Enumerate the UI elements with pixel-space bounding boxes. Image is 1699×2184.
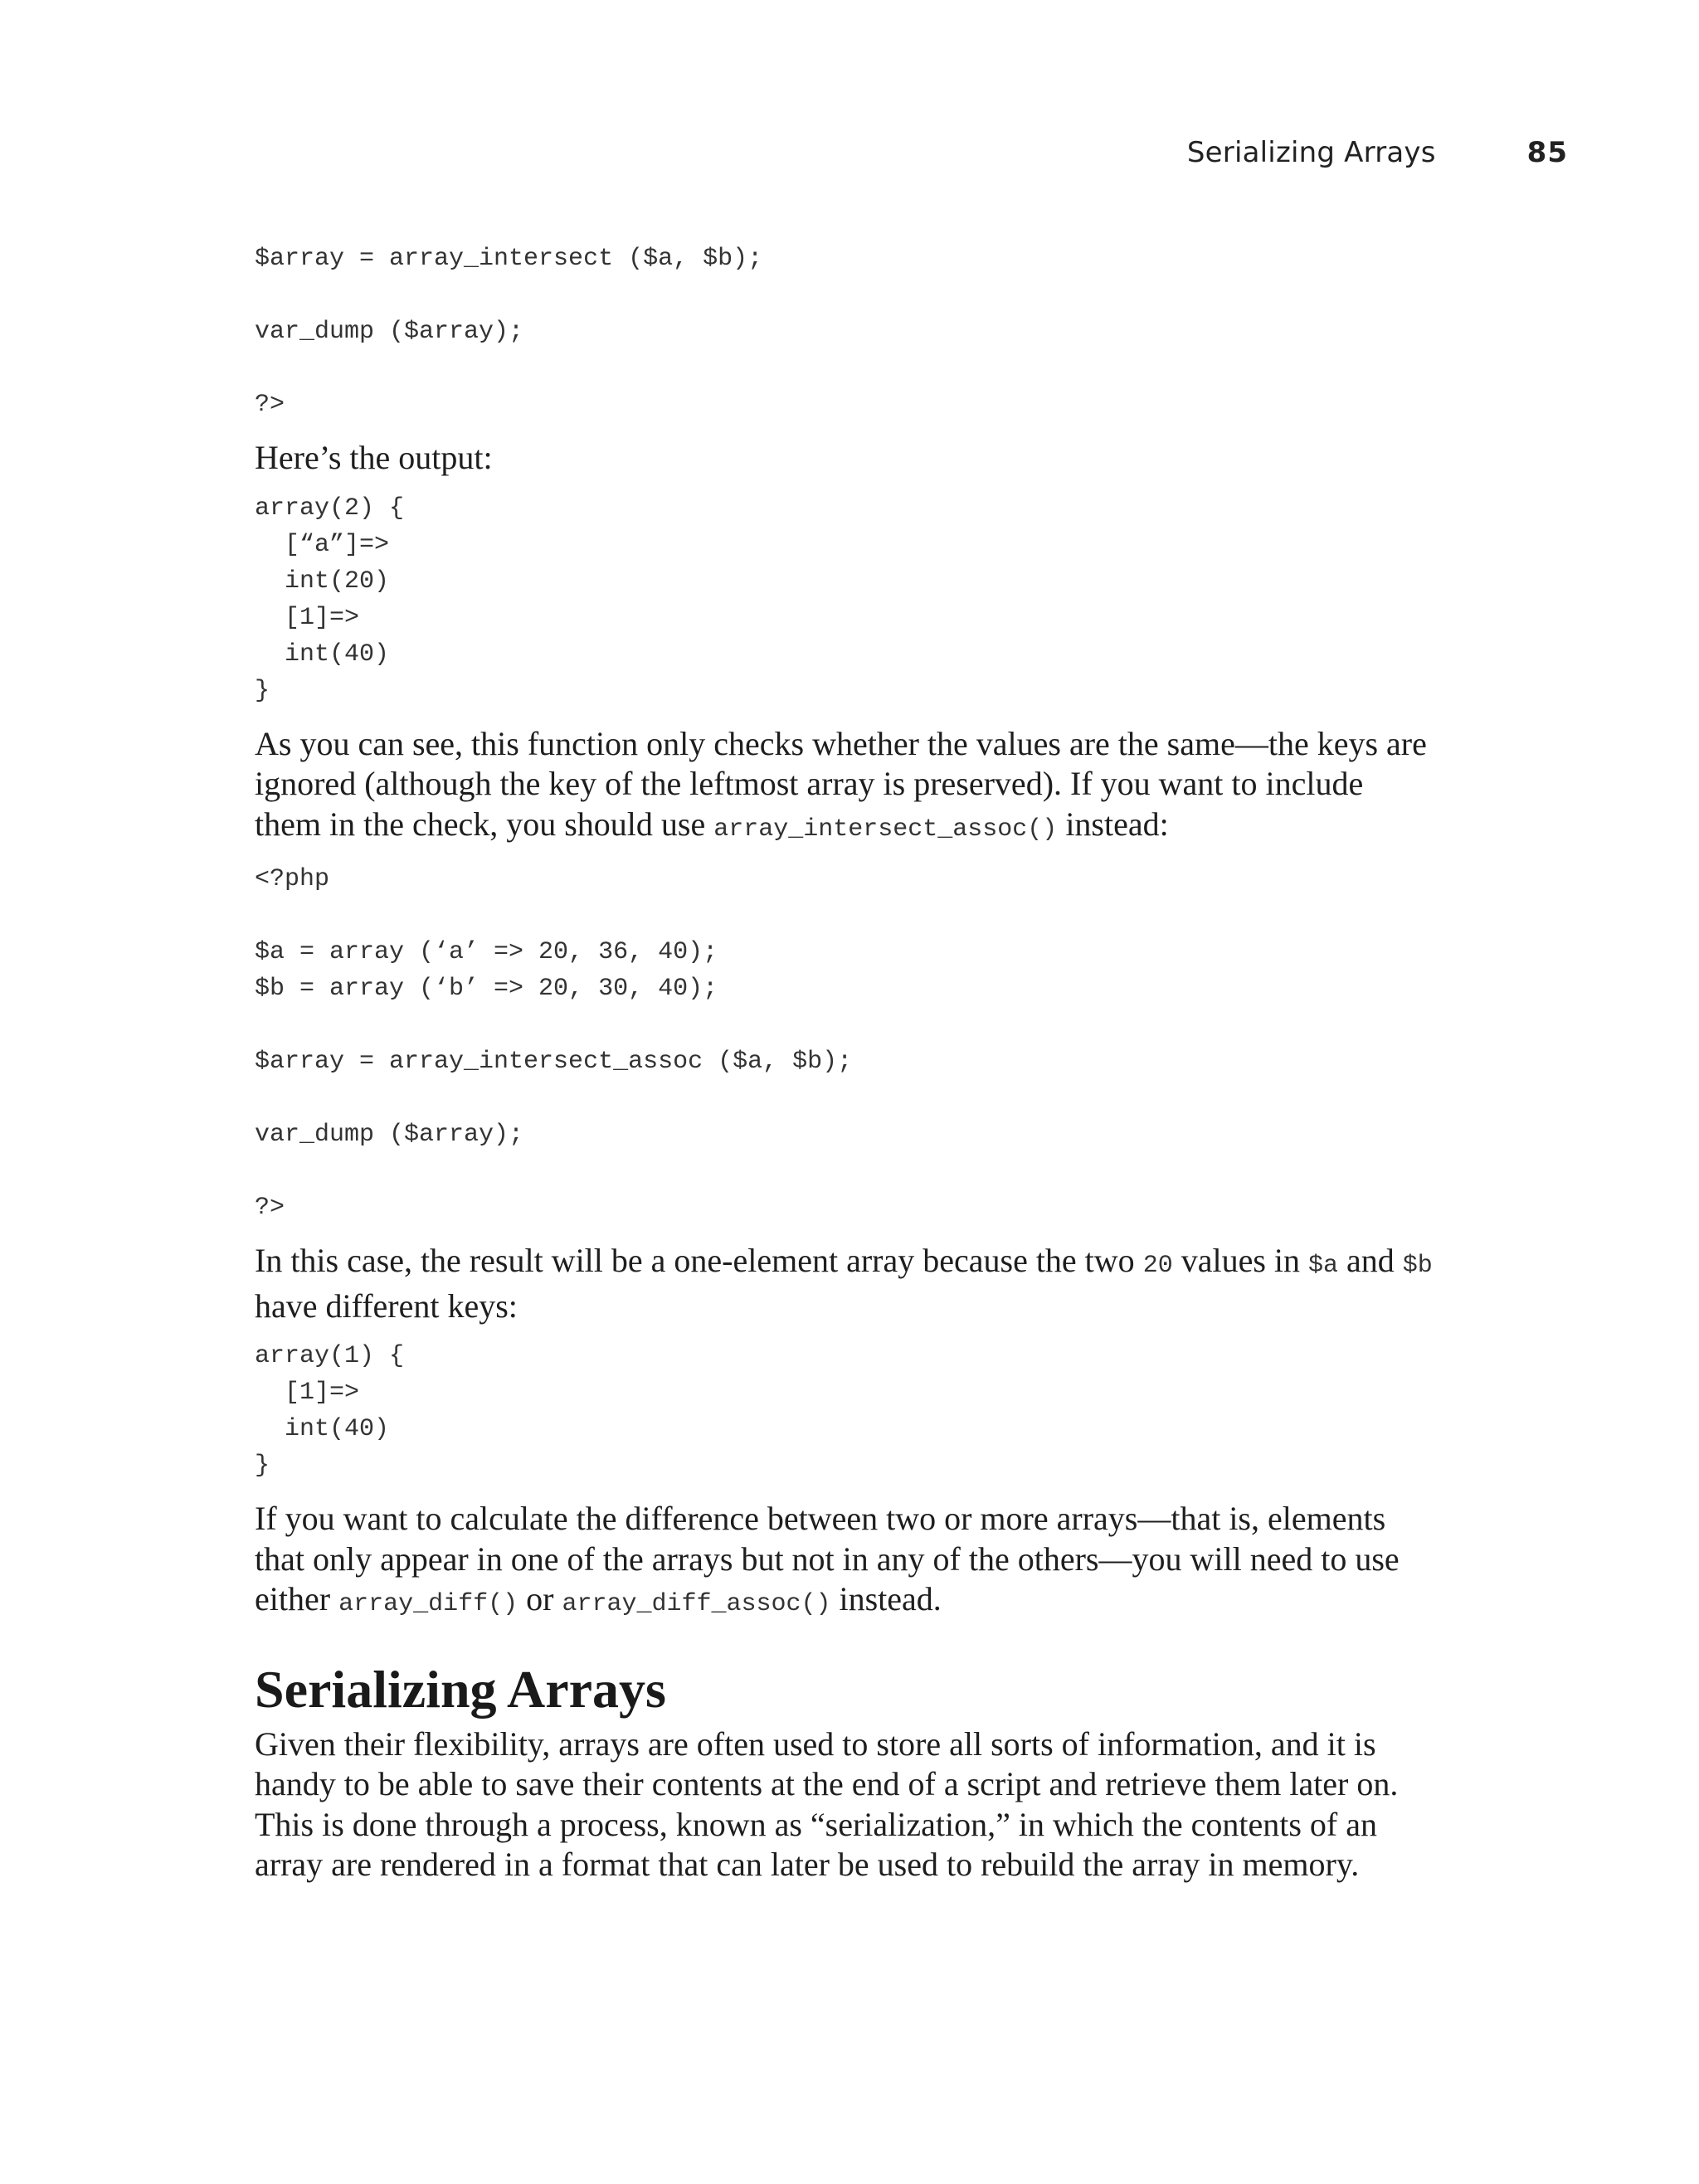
page-body bbox=[255, 241, 1433, 1885]
code-output-intersect-assoc: array(1) { [1]=> int(40) } bbox=[255, 1342, 405, 1480]
code-block-intersect-tail: $array = array_intersect ($a, $b); var_dump ($array); ?> bbox=[255, 245, 763, 419]
inline-code-a: $a bbox=[1308, 1252, 1339, 1280]
inline-code-20: 20 bbox=[1142, 1252, 1173, 1280]
inline-code-b: $b bbox=[1402, 1252, 1433, 1280]
page-number: 85 bbox=[1526, 136, 1568, 169]
section-heading: Serializing Arrays bbox=[255, 1659, 666, 1719]
inline-code-array-diff: array_diff() bbox=[338, 1590, 518, 1618]
paragraph-difference: If you want to calculate the difference between two or more arrays—that is, elements that only appear in one of the arrays but not in any of the others—you will need to use either array_diff() or array_diff_assoc() instead. bbox=[255, 1500, 1400, 1618]
code-output-intersect: array(2) { [“a”]=> int(20) [1]=> int(40) } bbox=[255, 494, 405, 705]
paragraph-output-intro: Here’s the output: bbox=[255, 439, 493, 476]
running-head bbox=[1187, 133, 1568, 173]
paragraph-serializing: Given their flexibility, arrays are often used to store all sorts of information, and it is handy to be able to save their contents at the end of a script and retrieve them later on. This is done through a process, known as “serialization,” in which the contents of an array are rendered in a format that can later be used to rebuild the array in memory. bbox=[255, 1724, 1399, 1883]
paragraph-in-this-case: In this case, the result will be a one-element array because the two 20 values in $a and $b have different keys: bbox=[255, 1242, 1433, 1325]
inline-code-array-diff-assoc: array_diff_assoc() bbox=[562, 1590, 831, 1618]
paragraph-as-you-can-see: As you can see, this function only checks whether the values are the same—the keys are ignored (although the key of the leftmost array is preserved). If you want to include them in the check, you should use array_intersect_assoc() instead: bbox=[255, 724, 1427, 844]
code-block-intersect-assoc: <?php $a = array (‘a’ => 20, 36, 40); $b = array (‘b’ => 20, 30, 40); $array = array_intersect_assoc ($a, $b); var_dump ($array); ?> bbox=[255, 865, 853, 1222]
inline-code-array-intersect-assoc: array_intersect_assoc() bbox=[713, 815, 1058, 844]
running-head-title: Serializing Arrays bbox=[1186, 136, 1436, 169]
